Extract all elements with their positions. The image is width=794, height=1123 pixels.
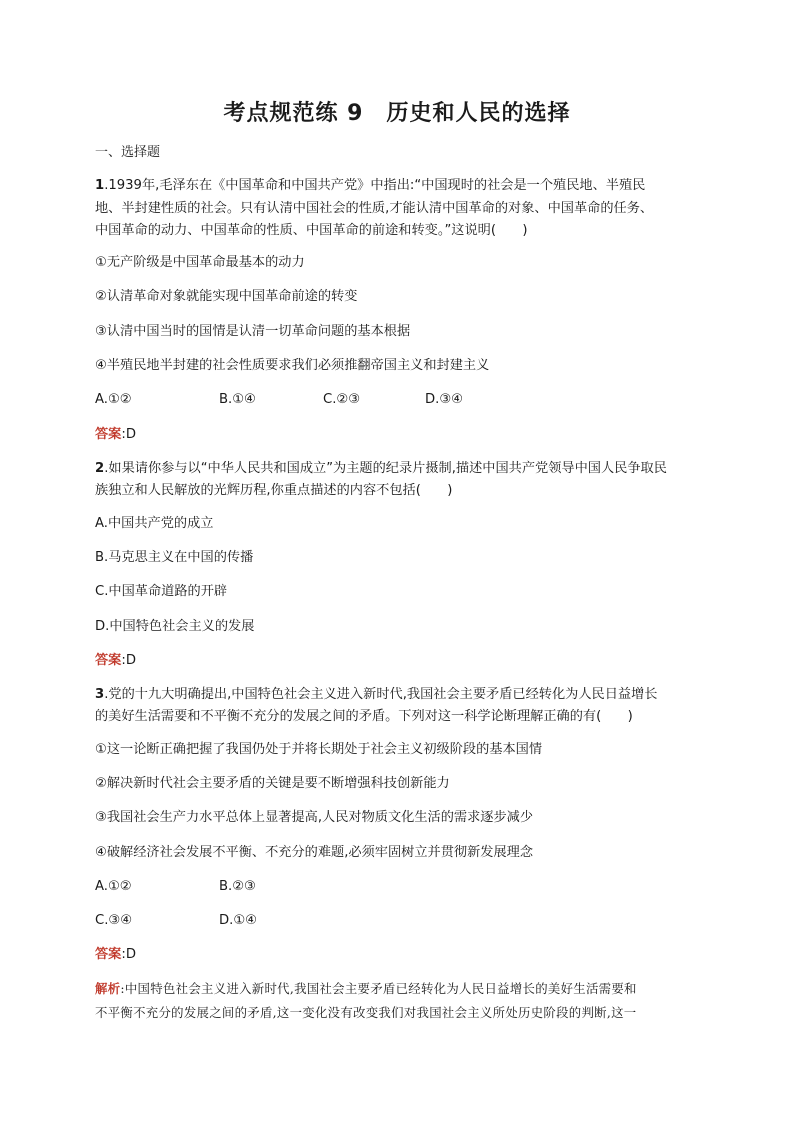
- question-1-line-1: 1.1939年,毛泽东在《中国革命和中国共产党》中指出:“中国现时的社会是一个殖民地、半殖民: [95, 178, 646, 193]
- question-1-line-3: 中国革命的动力、中国革命的性质、中国革命的前途和转变。”这说明( ): [95, 223, 528, 238]
- explanation-line-2: 不平衡不充分的发展之间的矛盾,这一变化没有改变我们对我国社会主义所处历史阶段的判断,这一: [95, 1005, 637, 1020]
- option-a: A.①②: [95, 392, 132, 407]
- option-b: B.①④: [219, 392, 256, 407]
- section-heading: 一、选择题: [95, 145, 161, 160]
- option-d: D.③④: [425, 392, 463, 407]
- statement-4: ④半殖民地半封建的社会性质要求我们必须推翻帝国主义和封建主义: [95, 358, 490, 373]
- question-3-line-2: 的美好生活需要和不平衡不充分的发展之间的矛盾。下列对这一科学论断理解正确的有( ): [95, 709, 633, 724]
- question-number: 2: [95, 461, 105, 476]
- statement-2: ②认清革命对象就能实现中国革命前途的转变: [95, 289, 358, 304]
- answer-1: 答案:D: [95, 427, 136, 442]
- option-c: C.中国革命道路的开辟: [95, 584, 228, 599]
- answer-label: 答案: [95, 427, 122, 442]
- question-2-line-2: 族独立和人民解放的光辉历程,你重点描述的内容不包括( ): [95, 483, 453, 498]
- option-d: D.中国特色社会主义的发展: [95, 619, 255, 634]
- option-d: D.①④: [219, 913, 257, 928]
- question-3-line-1: 3.党的十九大明确提出,中国特色社会主义进入新时代,我国社会主要矛盾已经转化为人民日益增长: [95, 687, 658, 702]
- option-b: B.马克思主义在中国的传播: [95, 550, 254, 565]
- question-number: 1: [95, 178, 105, 193]
- statement-3: ③我国社会生产力水平总体上显著提高,人民对物质文化生活的需求逐步减少: [95, 810, 534, 825]
- option-a: A.①②: [95, 879, 132, 894]
- statement-2: ②解决新时代社会主要矛盾的关键是要不断增强科技创新能力: [95, 776, 450, 791]
- statement-1: ①无产阶级是中国革命最基本的动力: [95, 255, 305, 270]
- question-1-line-2: 地、半封建性质的社会。只有认清中国社会的性质,才能认清中国革命的对象、中国革命的任务、: [95, 201, 654, 216]
- option-c: C.②③: [323, 392, 361, 407]
- question-number: 3: [95, 687, 105, 702]
- answer-label: 答案: [95, 947, 122, 962]
- answer-3: 答案:D: [95, 947, 136, 962]
- option-a: A.中国共产党的成立: [95, 516, 214, 531]
- explanation-line-1: 解析:中国特色社会主义进入新时代,我国社会主要矛盾已经转化为人民日益增长的美好生活需要和: [95, 981, 637, 996]
- page-title: 考点规范练 9 历史和人民的选择: [223, 101, 571, 126]
- answer-label: 答案: [95, 653, 122, 668]
- statement-3: ③认清中国当时的国情是认清一切革命问题的基本根据: [95, 324, 411, 339]
- option-c: C.③④: [95, 913, 133, 928]
- answer-2: 答案:D: [95, 653, 136, 668]
- question-2-line-1: 2.如果请你参与以“中华人民共和国成立”为主题的纪录片摄制,描述中国共产党领导中国人民争取民: [95, 461, 667, 476]
- explanation-label: 解析: [95, 981, 121, 996]
- option-b: B.②③: [219, 879, 256, 894]
- statement-4: ④破解经济社会发展不平衡、不充分的难题,必须牢固树立并贯彻新发展理念: [95, 845, 534, 860]
- statement-1: ①这一论断正确把握了我国仍处于并将长期处于社会主义初级阶段的基本国情: [95, 742, 543, 757]
